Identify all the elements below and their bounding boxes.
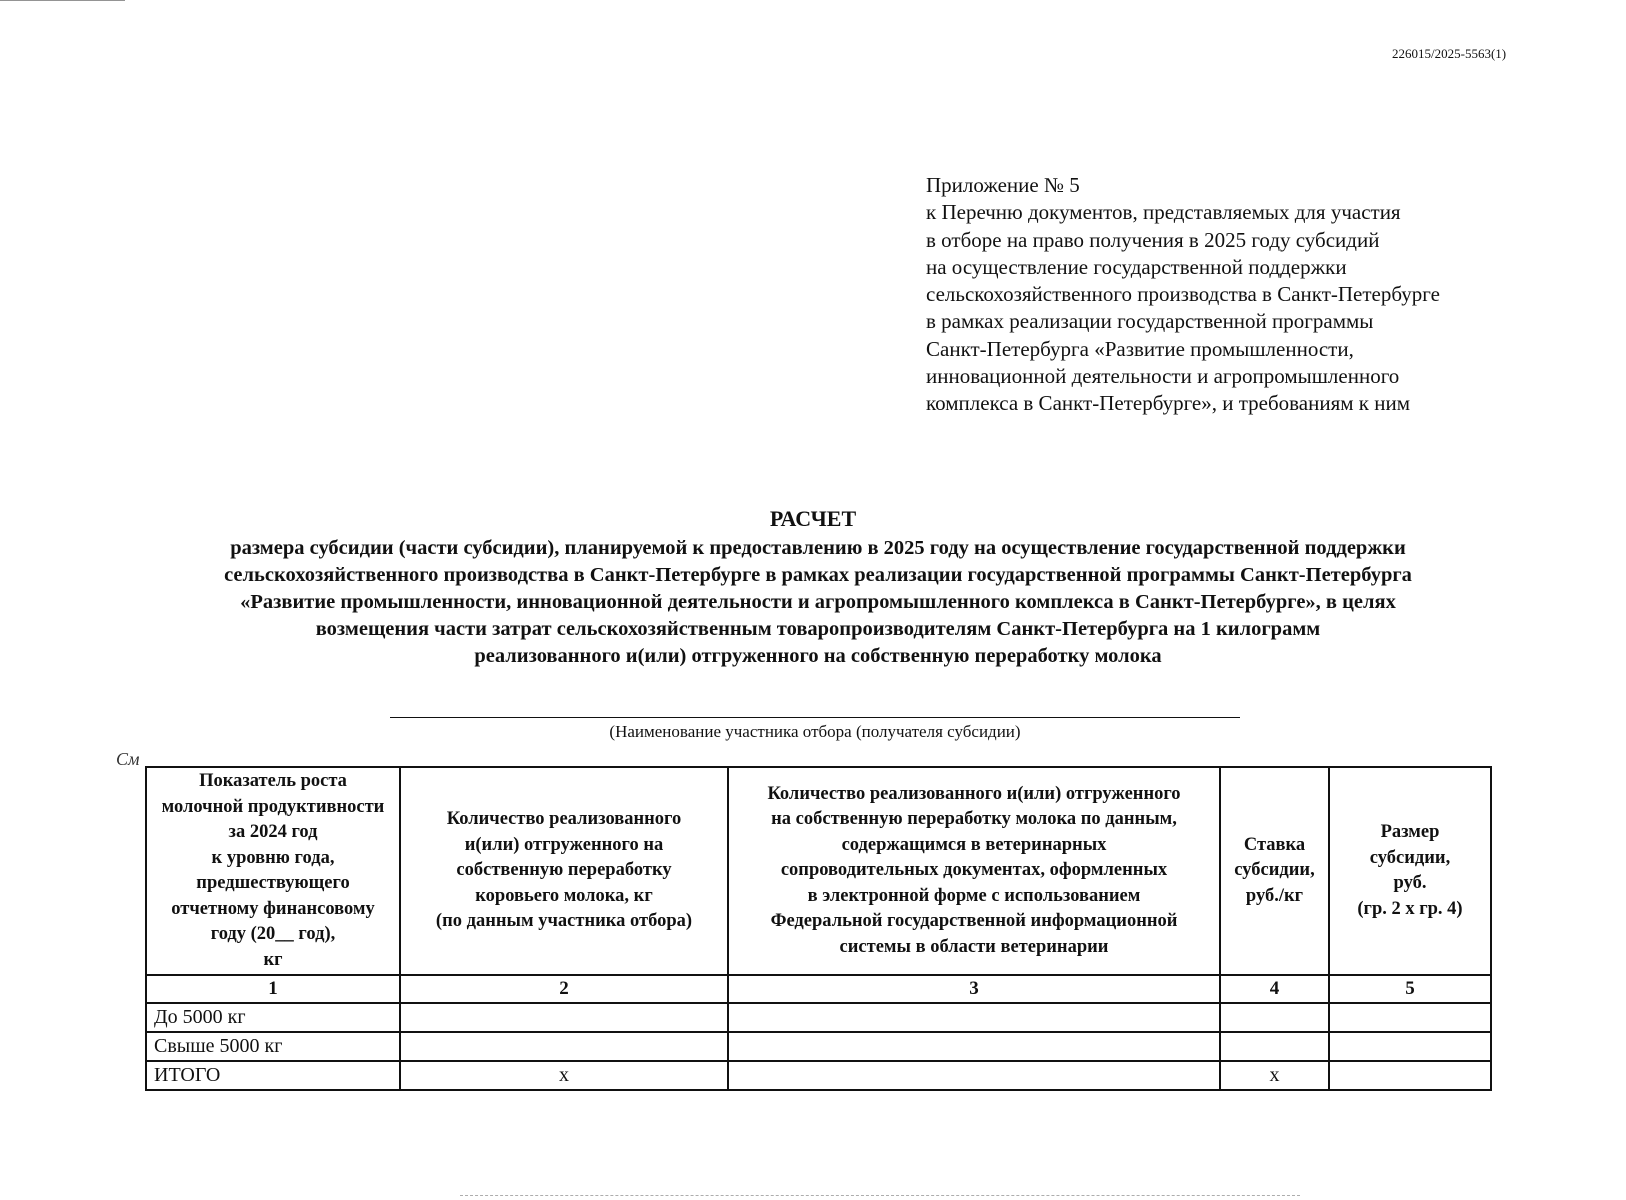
table-cell <box>400 1003 728 1032</box>
appendix-line: комплекса в Санкт-Петербурге», и требованиям к ним <box>926 391 1411 416</box>
table-row <box>146 1032 1491 1061</box>
table-cell <box>728 1032 1220 1061</box>
appendix-line: Приложение № 5 <box>926 173 1080 197</box>
table-cell <box>1329 1061 1491 1090</box>
appendix-reference <box>926 172 1566 418</box>
document-title: РАСЧЕТ <box>769 506 857 531</box>
column-number: 5 <box>1329 975 1491 1003</box>
table-cell: х <box>1220 1061 1329 1090</box>
subtitle-line: реализованного и(или) отгруженного на собственную переработку молока <box>474 645 1162 667</box>
table-row <box>146 1003 1491 1032</box>
column-number: 1 <box>146 975 400 1003</box>
column-number-row <box>146 975 1491 1003</box>
header-milk-quantity-participant: Количество реализованного и(или) отгруженного на собственную переработку коровьего молока, кг (по данным участника отбора) <box>400 767 728 975</box>
row-label: До 5000 кг <box>146 1003 400 1032</box>
appendix-line: Санкт-Петербурга «Развитие промышленности, <box>926 336 1354 361</box>
table-cell <box>728 1061 1220 1090</box>
subtitle-line: сельскохозяйственного производства в Санкт-Петербурге в рамках реализации государственной программы Санкт-Петербурга <box>224 564 1412 586</box>
participant-name-line <box>390 717 1240 718</box>
appendix-line: на осуществление государственной поддержки <box>926 254 1347 279</box>
table-cell <box>728 1003 1220 1032</box>
column-number: 2 <box>400 975 728 1003</box>
document-subtitle <box>90 535 1546 670</box>
subtitle-line: «Развитие промышленности, инновационной деятельности и агропромышленного комплекса в Санкт-Петербурге», в целях <box>240 591 1396 613</box>
header-growth-indicator: Показатель роста молочной продуктивности за 2024 год к уровню года, предшествующего отчетному финансовому году (20__ год), кг <box>146 767 400 975</box>
appendix-line: в рамках реализации государственной программы <box>926 309 1374 334</box>
table-header-row <box>146 767 1491 975</box>
appendix-line: сельскохозяйственного производства в Санкт-Петербурге <box>926 282 1440 307</box>
appendix-line: к Перечню документов, представляемых для участия <box>926 200 1401 225</box>
table-cell: х <box>400 1061 728 1090</box>
header-subsidy-rate: Ставка субсидии, руб./кг <box>1220 767 1329 975</box>
column-number: 4 <box>1220 975 1329 1003</box>
subtitle-line: возмещения части затрат сельскохозяйственным товаропроизводителям Санкт-Петербурга на 1 килограмм <box>315 618 1321 640</box>
table-cell <box>400 1032 728 1061</box>
row-label: Свыше 5000 кг <box>146 1032 400 1061</box>
subsidy-calculation-table <box>145 766 1492 1091</box>
appendix-line: в отборе на право получения в 2025 году субсидий <box>926 227 1380 252</box>
header-milk-quantity-vet-docs: Количество реализованного и(или) отгруженного на собственную переработку молока по данным, содержащимся в ветеринарных сопроводительных документах, оформленных в электронной форме с использованием Федеральной государственной информационной системы в области ветеринарии <box>728 767 1220 975</box>
appendix-line: инновационной деятельности и агропромышленного <box>926 364 1400 389</box>
table-cell <box>1220 1032 1329 1061</box>
column-number: 3 <box>728 975 1220 1003</box>
scan-artifact <box>0 0 125 1</box>
row-label: ИТОГО <box>146 1061 400 1090</box>
table-cell <box>1220 1003 1329 1032</box>
header-subsidy-amount: Размер субсидии, руб. (гр. 2 х гр. 4) <box>1329 767 1491 975</box>
table-cell <box>1329 1032 1491 1061</box>
document-id: 226015/2025-5563(1) <box>1392 46 1507 61</box>
table-cell <box>1329 1003 1491 1032</box>
margin-mark: См <box>116 749 140 769</box>
participant-name-caption: (Наименование участника отбора (получателя субсидии) <box>609 722 1021 741</box>
table-row-total <box>146 1061 1491 1090</box>
subtitle-line: размера субсидии (части субсидии), планируемой к предоставлению в 2025 году на осуществление государственной поддержки <box>230 537 1406 559</box>
scan-artifact <box>460 1195 1300 1196</box>
